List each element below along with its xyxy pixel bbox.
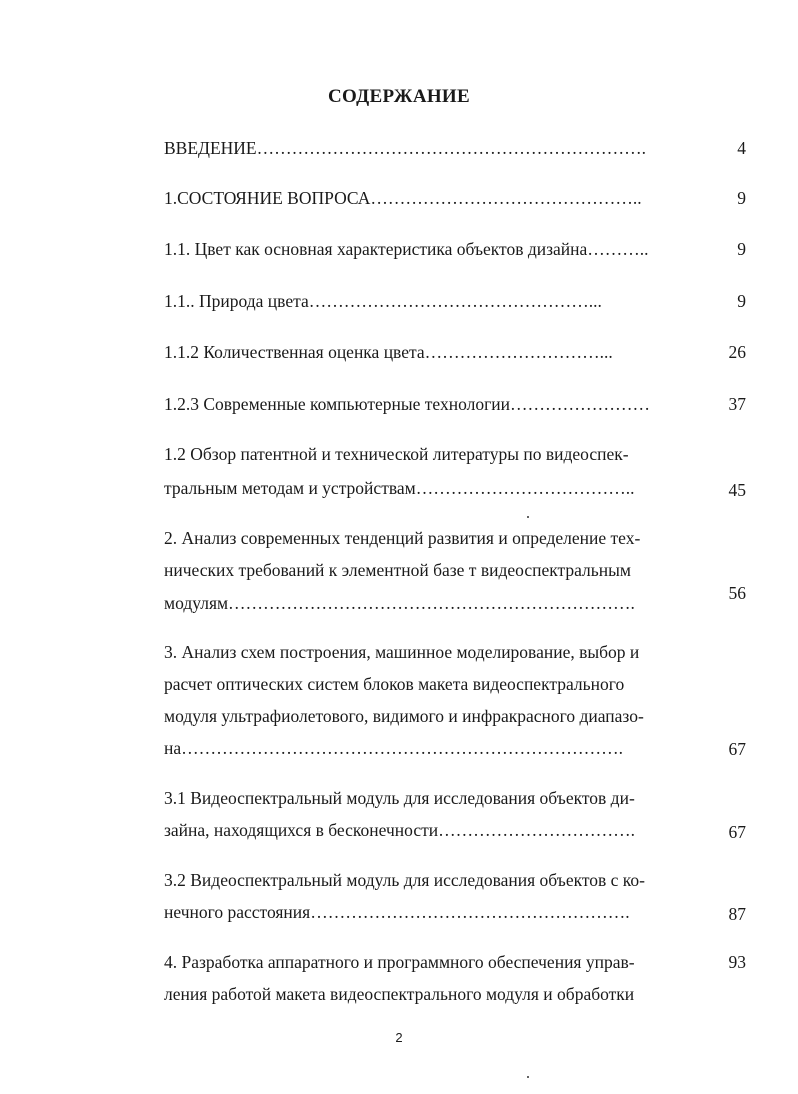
toc-entry-line: 2. Анализ современных тенденций развития и определение тех- bbox=[164, 528, 641, 548]
toc-page-number: 67 bbox=[728, 739, 746, 759]
toc-page-number: 56 bbox=[728, 583, 746, 603]
toc-entry-line: нечного расстояния………………………………………………. bbox=[164, 902, 630, 922]
toc-page-number: 93 bbox=[728, 952, 746, 972]
toc-entry-line: 1.1. Цвет как основная характеристика объектов дизайна……….. bbox=[164, 239, 649, 259]
page-title: СОДЕРЖАНИЕ bbox=[328, 86, 470, 107]
toc-page-number: 87 bbox=[728, 904, 746, 924]
toc-entry-line: 4. Разработка аппаратного и программного обеспечения управ- bbox=[164, 952, 635, 972]
toc-entry-line: 3. Анализ схем построения, машинное моделирование, выбор и bbox=[164, 642, 640, 662]
toc-entry-line: 1.СОСТОЯНИЕ ВОПРОСА……………………………………….. bbox=[164, 188, 642, 208]
toc-entry-line: нических требований к элементной базе т видеоспектральным bbox=[164, 560, 631, 580]
toc-entry-line: 1.1.2 Количественная оценка цвета…………………………... bbox=[164, 342, 613, 362]
toc-entry-line: ления работой макета видеоспектрального модуля и обработки bbox=[164, 984, 635, 1004]
page-number: 2 bbox=[395, 1030, 403, 1045]
toc-entry-line: зайна, находящихся в бесконечности……………………………. bbox=[164, 820, 635, 840]
toc-entry-line: 3.2 Видеоспектральный модуль для исследования объектов с ко- bbox=[164, 870, 646, 890]
toc-page-number: 37 bbox=[728, 394, 746, 414]
toc-page-number: 9 bbox=[737, 239, 746, 259]
toc-page-number: 45 bbox=[728, 480, 746, 500]
toc-entry-line: 1.2.3 Современные компьютерные технологии…………………… bbox=[164, 394, 650, 414]
toc-entry-line: 1.2 Обзор патентной и технической литературы по видеоспек- bbox=[164, 444, 629, 464]
toc-entry-line: модулям……………………………………………………………. bbox=[164, 593, 635, 613]
toc-entry-line: 3.1 Видеоспектральный модуль для исследования объектов ди- bbox=[164, 788, 635, 808]
toc-entry-line: на…………………………………………………………………. bbox=[164, 738, 624, 758]
toc-page-number: 9 bbox=[737, 291, 746, 311]
toc-page-number: 67 bbox=[728, 822, 746, 842]
toc-entry-line: ВВЕДЕНИЕ…………………………………………………………. bbox=[164, 138, 647, 158]
scan-speck bbox=[527, 516, 529, 518]
toc-page-number: 26 bbox=[728, 342, 746, 362]
toc-entry-line: тральным методам и устройствам……………………………….. bbox=[164, 478, 635, 498]
toc-entry-line: расчет оптических систем блоков макета видеоспектрального bbox=[164, 674, 625, 694]
toc-entry-line: 1.1.. Природа цвета…………………………………………... bbox=[164, 291, 602, 311]
toc-page-number: 4 bbox=[737, 138, 746, 158]
toc-page-number: 9 bbox=[737, 188, 746, 208]
toc-entry-line: модуля ультрафиолетового, видимого и инфракрасного диапазо- bbox=[164, 706, 644, 726]
scan-speck bbox=[527, 1076, 529, 1078]
